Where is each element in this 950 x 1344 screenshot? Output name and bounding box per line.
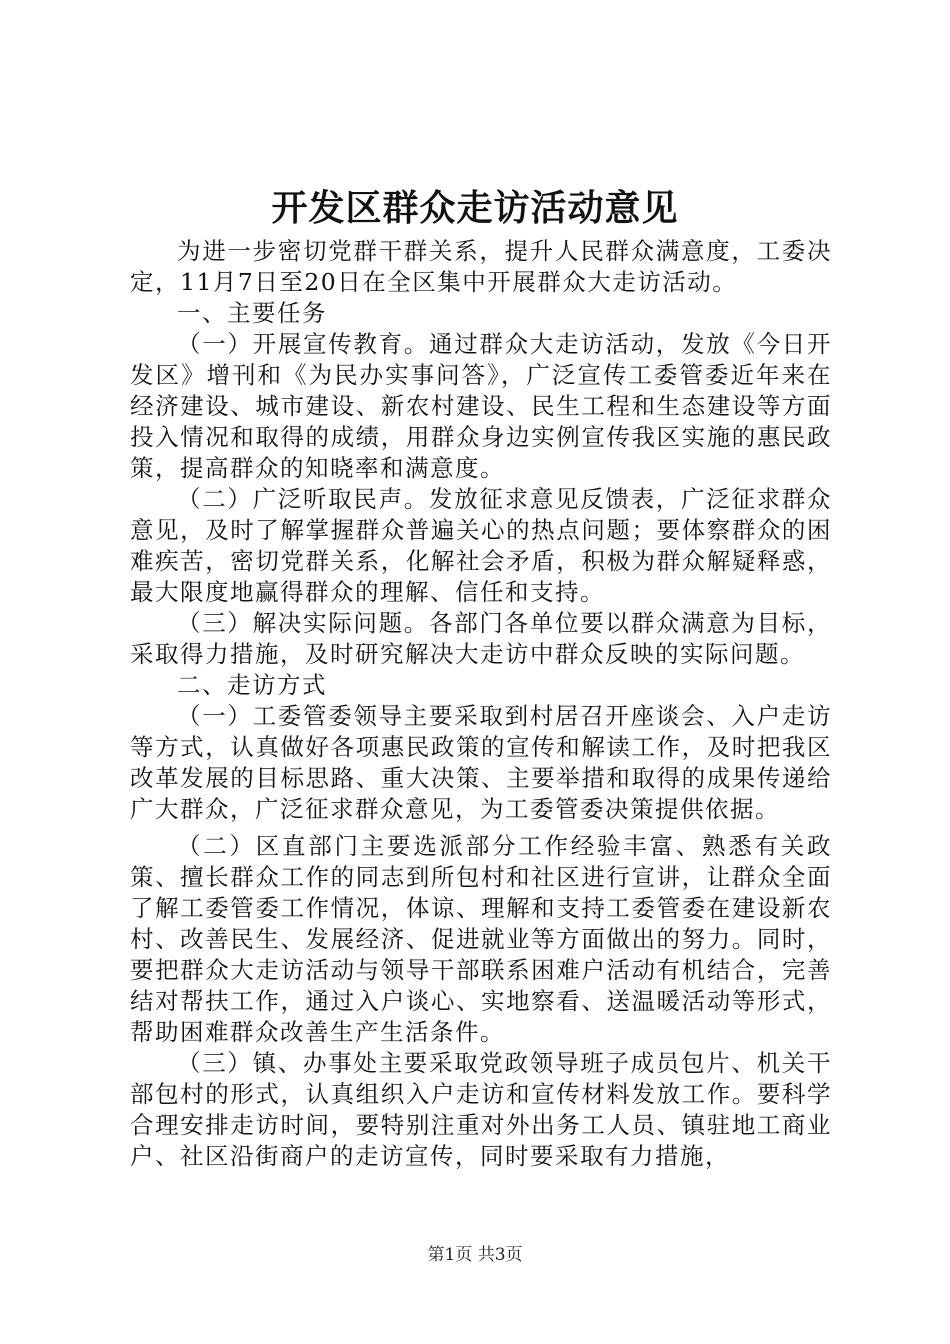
paragraph-method-2: （二）区直部门主要选派部分工作经验丰富、熟悉有关政策、擅长群众工作的同志到所包村和社区进行宣讲，让群众全面了解工委管委工作情况，体谅、理解和支持工委管委在建设新农村、改善民生、发展经济、促进就业等方面做出的努力。同时，要把群众大走访活动与领导干部联系困难户活动有机结合，完善结对帮扶工作，通过入户谈心、实地察看、送温暖活动等形式，帮助困难群众改善生产生活条件。 bbox=[130, 832, 832, 1046]
section-heading-visit-methods: 二、走访方式 bbox=[177, 671, 327, 699]
paragraph-task-3: （三）解决实际问题。各部门各单位要以群众满意为目标，采取得力措施，及时研究解决大走访中群众反映的实际问题。 bbox=[130, 609, 832, 668]
paragraph-task-2: （二）广泛听取民声。发放征求意见反馈表，广泛征求群众意见，及时了解掌握群众普遍关心的热点问题；要体察群众的困难疾苦，密切党群关系，化解社会矛盾，积极为群众解疑释惑，最大限度地赢得群众的理解、信任和支持。 bbox=[130, 485, 832, 606]
section-heading-main-tasks: 一、主要任务 bbox=[177, 299, 327, 327]
document-body bbox=[130, 236, 832, 1172]
page-number-footer: 第1页 共3页 bbox=[427, 1245, 523, 1265]
paragraph-intro: 为进一步密切党群干群关系，提升人民群众满意度，工委决定，11月7日至20日在全区集中开展群众大走访活动。 bbox=[130, 237, 832, 296]
paragraph-method-1: （一）工委管委领导主要采取到村居召开座谈会、入户走访等方式，认真做好各项惠民政策的宣传和解读工作，及时把我区改革发展的目标思路、重大决策、主要举措和取得的成果传递给广大群众，广泛征求群众意见，为工委管委决策提供依据。 bbox=[130, 702, 832, 823]
document-title: 开发区群众走访活动意见 bbox=[271, 187, 679, 229]
paragraph-method-3: （三）镇、办事处主要采取党政领导班子成员包片、机关干部包村的形式，认真组织入户走访和宣传材料发放工作。要科学合理安排走访时间，要特别注重对外出务工人员、镇驻地工商业户、社区沿街商户的走访宣传，同时要采取有力措施， bbox=[130, 1049, 832, 1170]
paragraph-task-1: （一）开展宣传教育。通过群众大走访活动，发放《今日开发区》增刊和《为民办实事问答》，广泛宣传工委管委近年来在经济建设、城市建设、新农村建设、民生工程和生态建设等方面投入情况和取得的成绩，用群众身边实例宣传我区实施的惠民政策，提高群众的知晓率和满意度。 bbox=[130, 330, 832, 482]
